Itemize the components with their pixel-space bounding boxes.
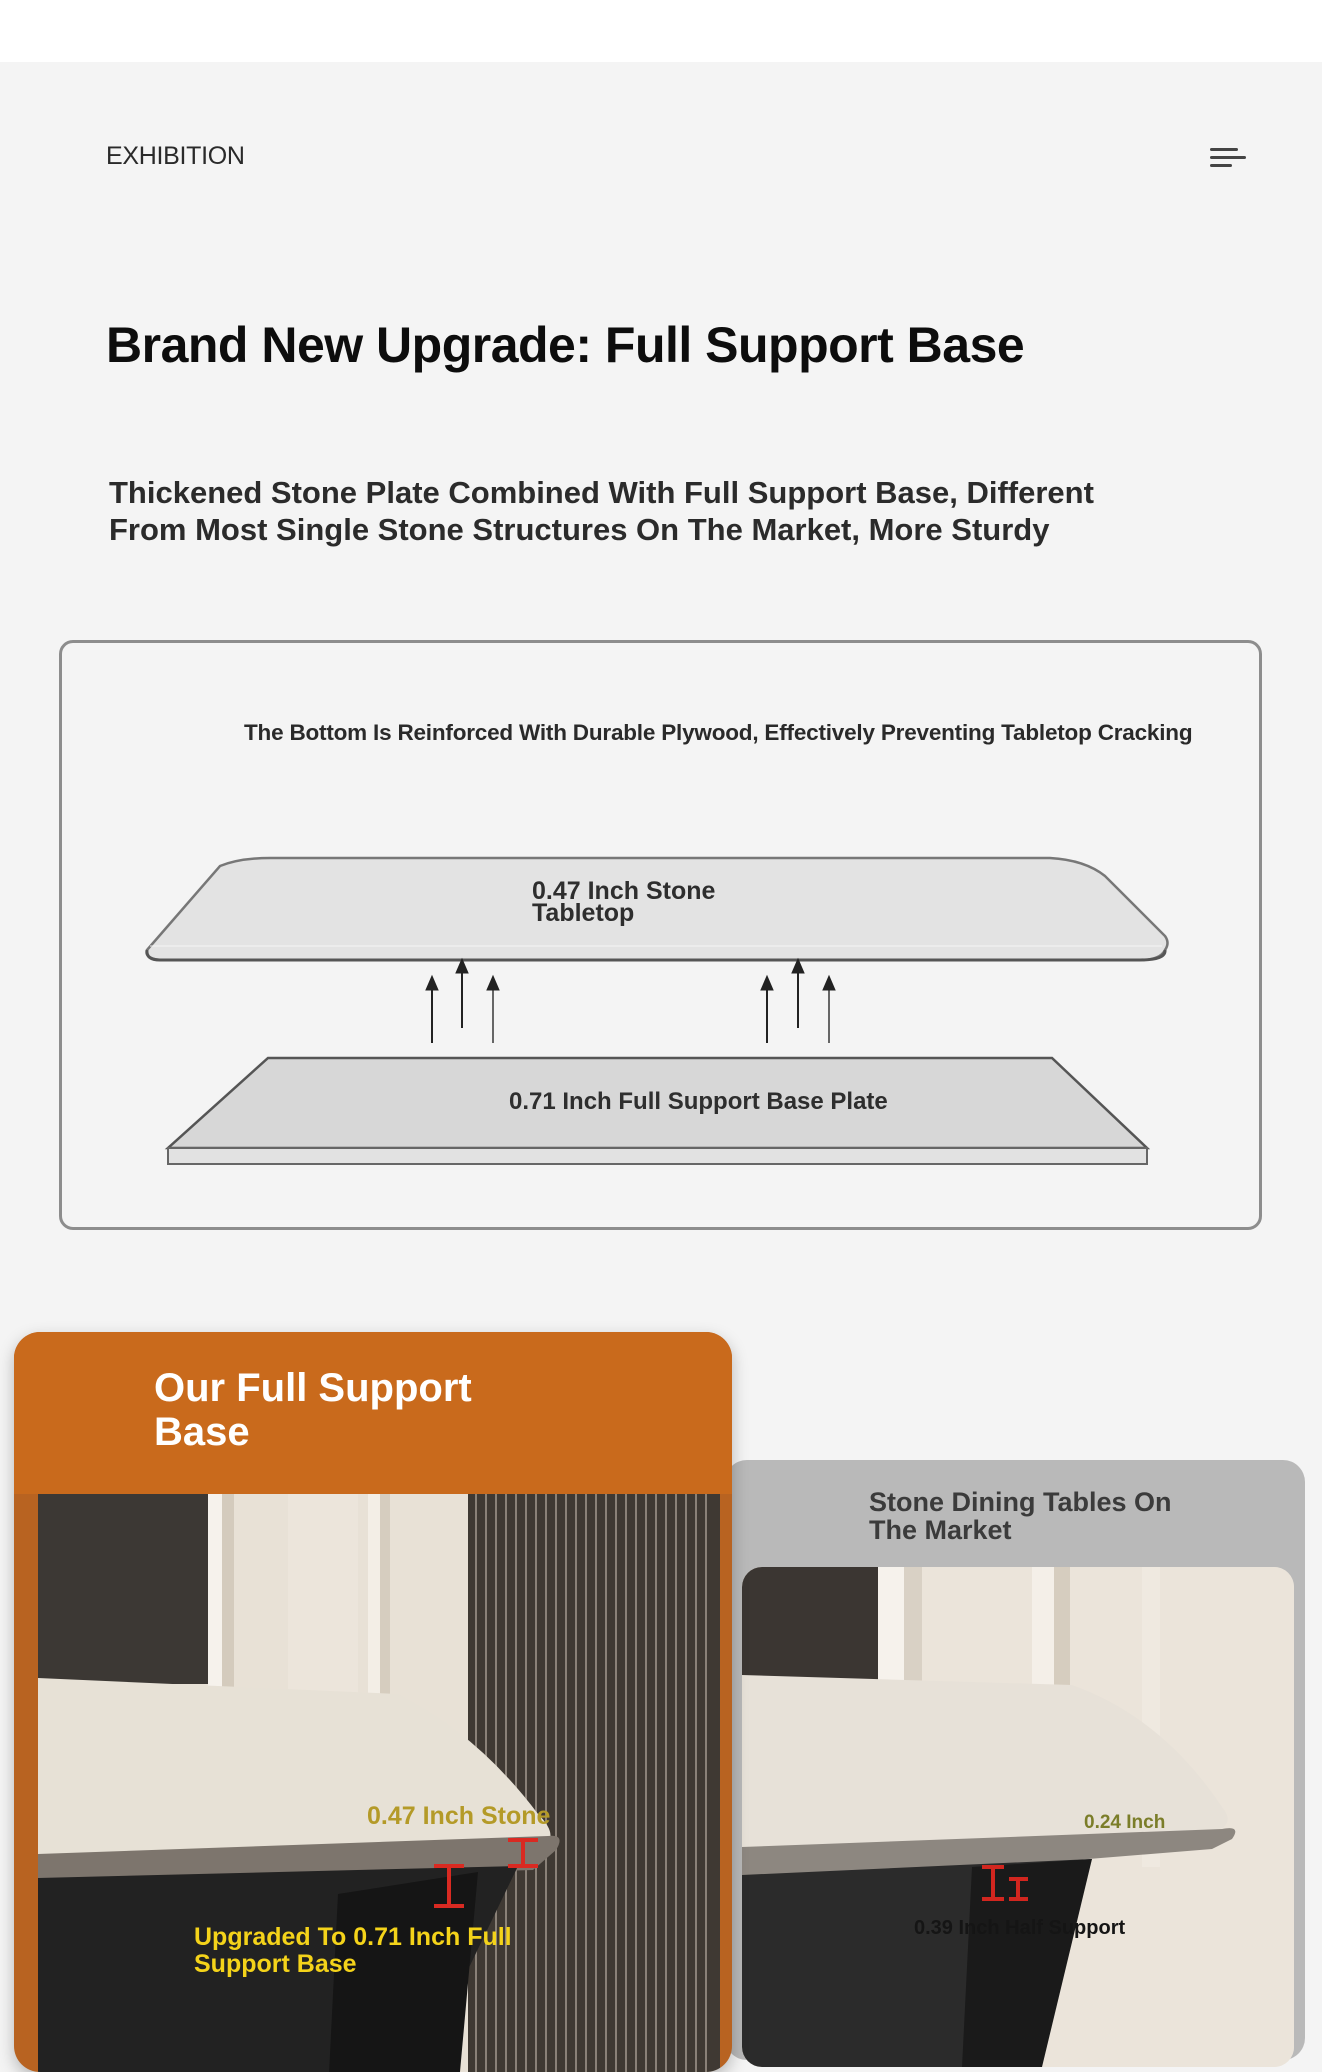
market-title-line2: The Market xyxy=(869,1515,1012,1545)
our-upgrade-line2: Support Base xyxy=(194,1950,357,1978)
market-half-support-label: 0.39 Inch Half Support xyxy=(914,1917,1126,1939)
brand-logo[interactable]: EXHIBITION xyxy=(106,142,245,170)
market-title-line1: Stone Dining Tables On xyxy=(869,1487,1172,1517)
our-title-line1: Our Full Support xyxy=(154,1366,472,1410)
our-table-photo xyxy=(38,1494,720,2072)
tabletop-label-line2: Tabletop xyxy=(532,899,635,927)
market-card-title xyxy=(869,1488,1172,1544)
market-stone-thickness-label: 0.24 Inch xyxy=(1084,1812,1166,1833)
page-subtitle: Thickened Stone Plate Combined With Full Support Base, Different From Most Single Stone Structures On The Market, More Sturdy xyxy=(109,475,1094,547)
market-table-photo xyxy=(742,1567,1294,2067)
our-upgrade-label xyxy=(194,1924,512,1978)
up-arrow-icon xyxy=(426,959,835,1043)
our-upgrade-line1: Upgraded To 0.71 Inch Full xyxy=(194,1923,512,1951)
base-plate-label: 0.71 Inch Full Support Base Plate xyxy=(509,1088,888,1115)
tabletop-label xyxy=(532,877,716,927)
page-title: Brand New Upgrade: Full Support Base xyxy=(106,317,1025,373)
our-card-title xyxy=(154,1366,472,1454)
hamburger-menu-icon[interactable] xyxy=(1206,144,1246,174)
our-title-line2: Base xyxy=(154,1410,250,1454)
our-stone-thickness-label: 0.47 Inch Stone xyxy=(367,1802,551,1830)
top-bar xyxy=(0,0,1322,62)
tabletop-label-line1: 0.47 Inch Stone xyxy=(532,877,716,905)
diagram-caption: The Bottom Is Reinforced With Durable Plywood, Effectively Preventing Tabletop Cracking xyxy=(244,720,1193,745)
